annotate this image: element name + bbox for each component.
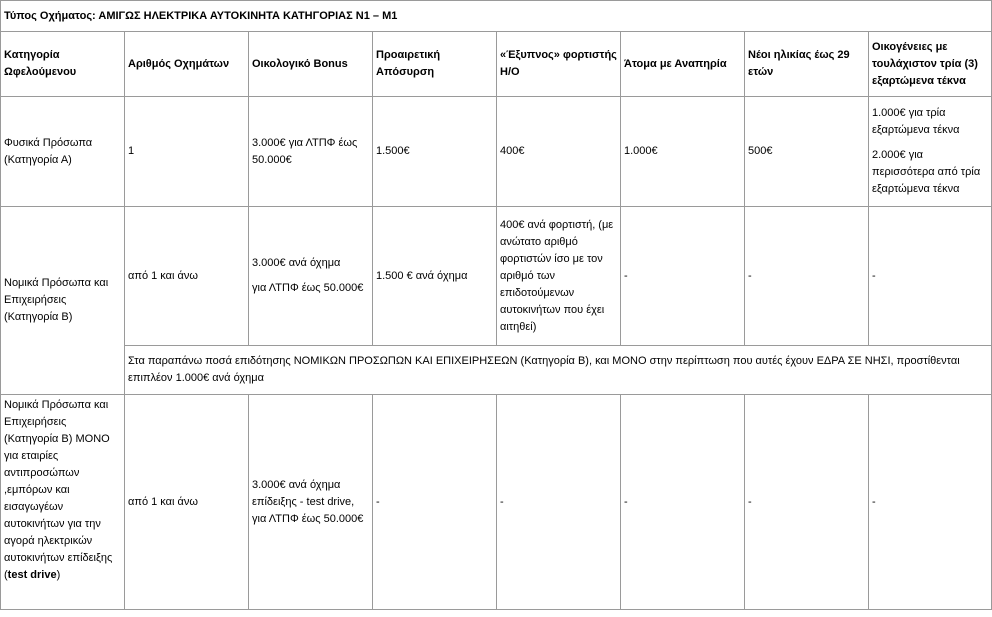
cell-disability-b: -: [621, 207, 745, 346]
cell-charger-a: 400€: [497, 97, 621, 207]
header-families: Οικογένειες με τουλάχιστον τρία (3) εξαρτώμενα τέκνα: [869, 32, 992, 97]
cell-vehicles-c: από 1 και άνω: [125, 395, 249, 610]
header-category: Κατηγορία Ωφελούμενου: [1, 32, 125, 97]
header-disability: Άτομα με Αναπηρία: [621, 32, 745, 97]
cell-bonus-a: 3.000€ για ΛΤΠΦ έως 50.000€: [249, 97, 373, 207]
cell-vehicles-a: 1: [125, 97, 249, 207]
table-row: [1, 395, 992, 610]
cell-disability-c: -: [621, 395, 745, 610]
header-youth: Νέοι ηλικίας έως 29 ετών: [745, 32, 869, 97]
cell-category-c: [1, 395, 125, 610]
cell-charger-b: 400€ ανά φορτιστή, (με ανώτατο αριθμό φορτιστών ίσο με τον αριθμό των επιδοτούμενων αυτοκινήτων που έχει αιτηθεί): [497, 207, 621, 346]
bonus-b-amount: 3.000€ ανά όχημα: [252, 257, 341, 269]
families-a-more: 2.000€ για περισσότερα από τρία εξαρτώμενα τέκνα: [872, 149, 981, 195]
table-row: [1, 97, 992, 207]
cell-bonus-c: 3.000€ ανά όχημα επίδειξης - test drive, για ΛΤΠΦ έως 50.000€: [249, 395, 373, 610]
cell-families-b: -: [869, 207, 992, 346]
note-row: [1, 346, 992, 395]
cell-families-c: -: [869, 395, 992, 610]
cell-vehicles-b: από 1 και άνω: [125, 207, 249, 346]
cell-category-b: Νομικά Πρόσωπα και Επιχειρήσεις (Κατηγορία Β): [1, 207, 125, 395]
table-row: [1, 207, 992, 346]
cell-youth-a: 500€: [745, 97, 869, 207]
header-smart-charger: «Έξυπνος» φορτιστής Η/Ο: [497, 32, 621, 97]
bonus-b-condition: για ΛΤΠΦ έως 50.000€: [252, 282, 364, 294]
cell-scrappage-a: 1.500€: [373, 97, 497, 207]
category-c-text: Νομικά Πρόσωπα και Επιχειρήσεις (Κατηγορία Β) ΜΟΝΟ για εταιρίες αντιπροσώπων ,εμπόρων και εισαγωγέων αυτοκινήτων για την αγορά ηλεκτρικών αυτοκινήτων επίδειξης (: [4, 399, 113, 581]
cell-scrappage-c: -: [373, 395, 497, 610]
cell-disability-a: 1.000€: [621, 97, 745, 207]
cell-category-a: Φυσικά Πρόσωπα (Κατηγορία Α): [1, 97, 125, 207]
header-row: [1, 32, 992, 97]
island-note: Στα παραπάνω ποσά επιδότησης ΝΟΜΙΚΩΝ ΠΡΟΣΩΠΩΝ ΚΑΙ ΕΠΙΧΕΙΡΗΣΕΩΝ (Κατηγορία Β), και ΜΟΝΟ στην περίπτωση που αυτές έχουν ΕΔΡΑ ΣΕ ΝΗΣΙ, προστίθενται επιπλέον 1.000€ ανά όχημα: [125, 346, 992, 395]
cell-youth-b: -: [745, 207, 869, 346]
category-c-test-drive: test drive: [7, 569, 57, 581]
families-a-three: 1.000€ για τρία εξαρτώμενα τέκνα: [872, 107, 960, 136]
cell-bonus-b: [249, 207, 373, 346]
header-eco-bonus: Οικολογικό Bonus: [249, 32, 373, 97]
cell-families-a: [869, 97, 992, 207]
header-scrappage: Προαιρετική Απόσυρση: [373, 32, 497, 97]
cell-youth-c: -: [745, 395, 869, 610]
category-c-close: ): [56, 569, 61, 581]
table-title: Τύπος Οχήματος: ΑΜΙΓΩΣ ΗΛΕΚΤΡΙΚΑ ΑΥΤΟΚΙΝΗΤΑ ΚΑΤΗΓΟΡΙΑΣ Ν1 – Μ1: [1, 1, 992, 32]
title-row: [1, 1, 992, 32]
cell-scrappage-b: 1.500 € ανά όχημα: [373, 207, 497, 346]
cell-charger-c: -: [497, 395, 621, 610]
header-vehicles: Αριθμός Οχημάτων: [125, 32, 249, 97]
